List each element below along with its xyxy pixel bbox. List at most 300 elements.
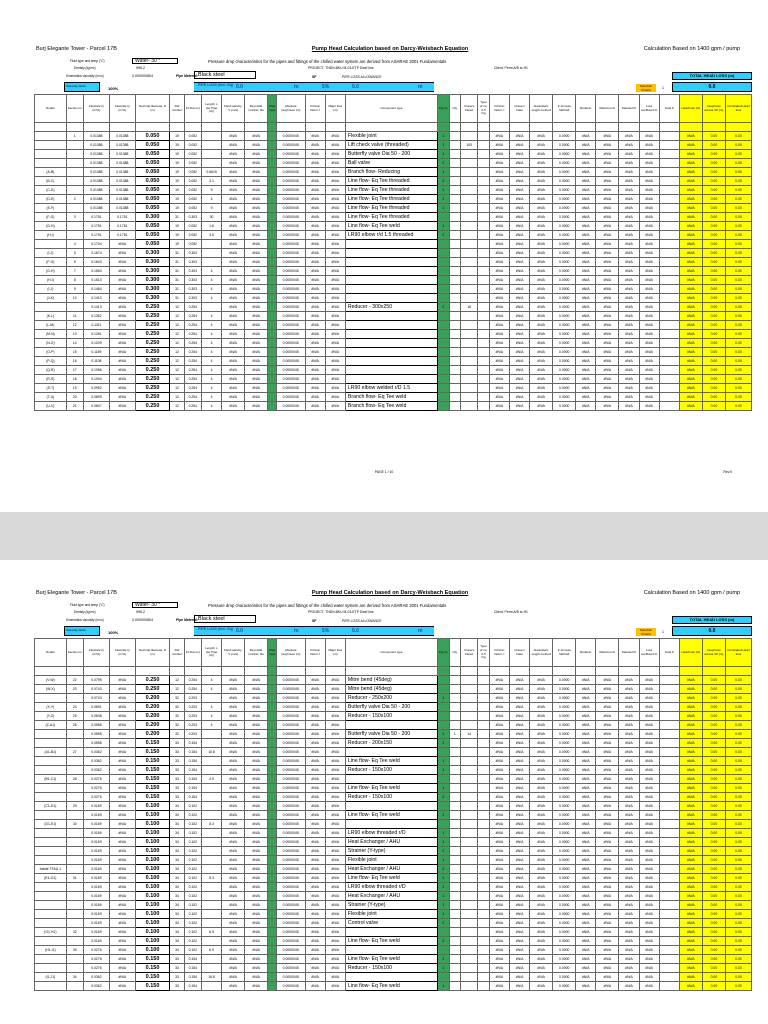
length-input[interactable]: 4 <box>201 384 221 393</box>
qty-input[interactable] <box>449 393 461 402</box>
diameter-select[interactable]: 0.300 <box>135 249 170 258</box>
diameter-select[interactable]: 0.300 <box>135 258 170 267</box>
component-select[interactable]: LR90 elbow threaded r/D <box>345 829 437 838</box>
length-input[interactable] <box>201 838 221 847</box>
length-input[interactable]: 3.1 <box>201 177 221 186</box>
length-input[interactable]: 4 <box>201 321 221 330</box>
section-cell: 12 <box>66 321 83 330</box>
length-input[interactable]: 8.3 <box>201 874 221 883</box>
component-select[interactable]: Butterfly valve Dia 50 - 200 <box>345 730 437 739</box>
component-select[interactable]: Line flow- Eq Tee weld <box>345 222 437 231</box>
column-header: Nominal diameter, D (m) <box>135 95 170 123</box>
qty-input[interactable] <box>449 793 461 802</box>
diameter-select[interactable]: 0.200 <box>135 730 170 739</box>
component-select[interactable]: Line flow- Eq Tee weld <box>345 874 437 883</box>
diameter-select[interactable]: 0.150 <box>135 766 170 775</box>
qty-input[interactable] <box>449 186 461 195</box>
length-input[interactable]: 4 <box>201 312 221 321</box>
length-input[interactable]: 4 <box>201 366 221 375</box>
diameter-select[interactable]: 0.050 <box>135 204 170 213</box>
qty-input[interactable] <box>449 784 461 793</box>
length-input[interactable]: 4 <box>201 402 221 411</box>
qty-input[interactable] <box>449 339 461 348</box>
diameter-select[interactable]: 0.150 <box>135 739 170 748</box>
qty-input[interactable] <box>449 865 461 874</box>
revision: Rev.0 <box>723 470 732 474</box>
diameter-select[interactable]: 0.250 <box>135 393 170 402</box>
diameter-select[interactable]: 0.150 <box>135 748 170 757</box>
type-cell <box>478 730 490 739</box>
diameter-select[interactable]: 0.150 <box>135 757 170 766</box>
qty-input[interactable] <box>449 775 461 784</box>
length-input[interactable] <box>201 919 221 928</box>
qty-input[interactable] <box>449 366 461 375</box>
length-input[interactable] <box>201 766 221 775</box>
component-select[interactable]: Strainer (Y-type) <box>345 847 437 856</box>
qty-input[interactable] <box>449 267 461 276</box>
loss-coef-cell: #N/A <box>639 366 659 375</box>
length-input[interactable] <box>201 892 221 901</box>
qty-input[interactable] <box>449 222 461 231</box>
component-select[interactable]: Line flow- Eq Tee threaded <box>345 213 437 222</box>
qty-input[interactable] <box>449 694 461 703</box>
component-select[interactable] <box>345 249 437 258</box>
length-input[interactable]: 5 <box>201 186 221 195</box>
component-select[interactable] <box>345 258 437 267</box>
component-select[interactable] <box>345 775 437 784</box>
eq-length-cell: #N/A <box>530 694 553 703</box>
length-input[interactable]: 16.8 <box>201 748 221 757</box>
length-input[interactable]: 4 <box>201 348 221 357</box>
diameter-select[interactable]: 0.150 <box>135 793 170 802</box>
component-select[interactable]: Line flow- Eq Tee weld <box>345 937 437 946</box>
loss-coef-cell: #N/A <box>639 676 659 685</box>
component-select[interactable] <box>345 285 437 294</box>
qty-input[interactable] <box>449 910 461 919</box>
length-input[interactable] <box>201 150 221 159</box>
loss-coef-cell: #N/A <box>639 973 659 982</box>
diameter-select[interactable]: 0.050 <box>135 186 170 195</box>
k-formula-cell: 0.0000 <box>553 802 576 811</box>
qty-input[interactable] <box>449 721 461 730</box>
qty-input[interactable] <box>449 847 461 856</box>
qty-input[interactable] <box>449 946 461 955</box>
max-k-cell: #N/A <box>596 348 619 357</box>
qty-input[interactable] <box>449 856 461 865</box>
qty-input[interactable] <box>449 964 461 973</box>
length-input[interactable]: 4.9 <box>201 775 221 784</box>
velocity-cell: #N/A <box>222 366 245 375</box>
diameter-select[interactable]: 0.050 <box>135 195 170 204</box>
selected-k-cell: #N/A <box>619 240 639 249</box>
diameter-select[interactable]: 0.250 <box>135 685 170 694</box>
length-input[interactable]: 4 <box>201 685 221 694</box>
qty-input[interactable] <box>449 159 461 168</box>
length-input[interactable]: 6.9 <box>201 928 221 937</box>
diameter-select[interactable]: 0.250 <box>135 321 170 330</box>
length-input[interactable]: 4 <box>201 294 221 303</box>
diameter-select[interactable]: 0.100 <box>135 811 170 820</box>
diameter-select[interactable]: 0.100 <box>135 883 170 892</box>
component-select[interactable]: LR90 elbow threaded r/D <box>345 883 437 892</box>
qty-input[interactable] <box>449 285 461 294</box>
length-input[interactable]: 3.5 <box>201 231 221 240</box>
qty-input[interactable] <box>449 240 461 249</box>
cumulated-cell: 0.00 <box>725 937 751 946</box>
qty-input[interactable] <box>449 141 461 150</box>
qty-input[interactable] <box>449 883 461 892</box>
qty-input[interactable] <box>449 330 461 339</box>
diameter-select[interactable]: 0.100 <box>135 937 170 946</box>
component-select[interactable] <box>345 802 437 811</box>
length-input[interactable] <box>201 730 221 739</box>
qty-input[interactable] <box>449 838 461 847</box>
diameter-select[interactable]: 0.100 <box>135 802 170 811</box>
length-input[interactable] <box>201 802 221 811</box>
qty-input[interactable] <box>449 132 461 141</box>
length-input[interactable]: 1.6 <box>201 222 221 231</box>
component-select[interactable]: Line flow- Eq Tee weld <box>345 757 437 766</box>
reducer-cell: #N/A <box>576 249 596 258</box>
length-input[interactable] <box>201 240 221 249</box>
selection-value-2[interactable]: 1 <box>662 630 664 634</box>
length-input[interactable]: 4 <box>201 676 221 685</box>
diameter-select[interactable]: 0.100 <box>135 946 170 955</box>
component-select[interactable]: Butterfly valve Dia 50 - 200 <box>345 703 437 712</box>
component-select[interactable] <box>345 240 437 249</box>
diameter-select[interactable]: 0.250 <box>135 357 170 366</box>
diameter-select[interactable]: 0.050 <box>135 132 170 141</box>
diameter-select[interactable]: 0.300 <box>135 267 170 276</box>
component-select[interactable]: Reducer - 150x100 <box>345 766 437 775</box>
diameter-select[interactable]: 0.150 <box>135 784 170 793</box>
component-select[interactable] <box>345 820 437 829</box>
component-select[interactable] <box>345 366 437 375</box>
length-input[interactable]: 4 <box>201 393 221 402</box>
qty-input[interactable] <box>449 739 461 748</box>
node-cell: (Q-R) <box>35 366 67 375</box>
diameter-select[interactable]: 0.100 <box>135 874 170 883</box>
qty-input[interactable] <box>449 321 461 330</box>
qty-input[interactable] <box>449 177 461 186</box>
pipe-type-cell <box>268 132 277 141</box>
length-input[interactable] <box>201 982 221 991</box>
column-header: Head loss across ctrl (m) <box>702 95 725 123</box>
length-input[interactable] <box>201 964 221 973</box>
diameter-select[interactable]: 0.200 <box>135 721 170 730</box>
diameter-select[interactable]: 0.250 <box>135 375 170 384</box>
diameter-select[interactable]: 0.100 <box>135 865 170 874</box>
component-select[interactable] <box>345 946 437 955</box>
length-input[interactable] <box>201 132 221 141</box>
length-input[interactable]: 4 <box>201 276 221 285</box>
length-input[interactable] <box>201 937 221 946</box>
diameter-select[interactable]: 0.050 <box>135 141 170 150</box>
length-input[interactable] <box>201 739 221 748</box>
length-input[interactable]: 4 <box>201 267 221 276</box>
component-select[interactable] <box>345 928 437 937</box>
length-input[interactable]: 4 <box>201 285 221 294</box>
diameter-select[interactable]: 0.300 <box>135 294 170 303</box>
component-select[interactable]: Mitre bend (45deg) <box>345 685 437 694</box>
length-input[interactable]: 30 <box>201 213 221 222</box>
qty-input[interactable] <box>449 811 461 820</box>
diameter-select[interactable]: 0.100 <box>135 847 170 856</box>
qty-input[interactable] <box>449 757 461 766</box>
component-select[interactable]: Line flow- Eq Tee weld <box>345 955 437 964</box>
qty-input[interactable] <box>449 802 461 811</box>
component-select[interactable]: Reducer - 300x250 <box>345 303 437 312</box>
component-select[interactable]: Flexible joint <box>345 132 437 141</box>
diameter-select[interactable]: 0.100 <box>135 928 170 937</box>
node-cell <box>35 910 67 919</box>
component-select[interactable]: Heat Exchanger / AHU <box>345 865 437 874</box>
qty-input[interactable] <box>449 982 461 991</box>
length-input[interactable]: 4 <box>201 195 221 204</box>
diameter-select[interactable]: 0.150 <box>135 964 170 973</box>
component-select[interactable]: Mitre bend (45deg) <box>345 676 437 685</box>
length-input[interactable] <box>201 865 221 874</box>
length-input[interactable]: 6.9 <box>201 946 221 955</box>
component-select[interactable]: Lift check valve (threaded) <box>345 141 437 150</box>
qty-input[interactable] <box>449 874 461 883</box>
fluid-select-2[interactable]: Water- 30 ° <box>132 602 178 608</box>
component-select[interactable]: Line flow- Eq Tee threaded <box>345 186 437 195</box>
diameter-select[interactable]: 0.050 <box>135 222 170 231</box>
diameter-select[interactable]: 0.150 <box>135 775 170 784</box>
diameter-select[interactable]: 0.050 <box>135 240 170 249</box>
qty-input[interactable] <box>449 712 461 721</box>
component-select[interactable]: Branch flow- Eq Tee weld <box>345 393 437 402</box>
length-input[interactable]: 4 <box>201 721 221 730</box>
component-select[interactable] <box>345 375 437 384</box>
diameter-select[interactable]: 0.250 <box>135 303 170 312</box>
component-select[interactable]: Heat Exchanger / AHU <box>345 838 437 847</box>
component-select[interactable] <box>345 973 437 982</box>
qty-input[interactable] <box>449 195 461 204</box>
diameter-select[interactable]: 0.200 <box>135 703 170 712</box>
qty-input[interactable] <box>449 937 461 946</box>
pipe-material-select-2[interactable]: Black steel <box>194 615 256 623</box>
component-select[interactable] <box>345 294 437 303</box>
component-select[interactable]: Reducer - 250x200 <box>345 694 437 703</box>
qty-input[interactable] <box>449 402 461 411</box>
component-select[interactable]: Branch flow- Eq Tee weld <box>345 402 437 411</box>
selected-k-cell: #N/A <box>619 865 639 874</box>
component-select[interactable]: Branch flow- Reducing <box>345 168 437 177</box>
qty-input[interactable] <box>449 928 461 937</box>
diameter-select[interactable]: 0.100 <box>135 910 170 919</box>
component-select[interactable] <box>345 276 437 285</box>
component-select[interactable] <box>345 339 437 348</box>
component-select[interactable]: Reducer - 150x100 <box>345 793 437 802</box>
eq-length-cell: #N/A <box>530 892 553 901</box>
diameter-select[interactable]: 0.300 <box>135 276 170 285</box>
length-input[interactable]: 4 <box>201 330 221 339</box>
length-input[interactable] <box>201 303 221 312</box>
diameter-select[interactable]: 0.250 <box>135 348 170 357</box>
diameter-select[interactable]: 0.050 <box>135 150 170 159</box>
diameter-select[interactable]: 0.150 <box>135 982 170 991</box>
qty-input[interactable] <box>449 357 461 366</box>
qty-input[interactable] <box>449 901 461 910</box>
diameter-select[interactable]: 0.100 <box>135 901 170 910</box>
section-cell: 14 <box>66 339 83 348</box>
diameter-select[interactable]: 0.300 <box>135 285 170 294</box>
qty-input[interactable] <box>449 892 461 901</box>
component-select[interactable]: Heat Exchanger / AHU <box>345 892 437 901</box>
fluid-select[interactable]: Water- 30 ° <box>132 58 178 64</box>
diameter-select[interactable]: 0.250 <box>135 676 170 685</box>
diameter-select[interactable]: 0.100 <box>135 820 170 829</box>
length-input[interactable] <box>201 141 221 150</box>
length-input[interactable] <box>201 829 221 838</box>
length-input[interactable]: 16.8 <box>201 973 221 982</box>
qty-input[interactable] <box>449 384 461 393</box>
qty-input[interactable] <box>449 249 461 258</box>
qty-input[interactable] <box>449 312 461 321</box>
component-select[interactable]: Reducer - 200x150 <box>345 739 437 748</box>
diameter-select[interactable]: 0.100 <box>135 838 170 847</box>
length-input[interactable] <box>201 757 221 766</box>
diameter-select[interactable]: 0.050 <box>135 159 170 168</box>
cumulated-cell: 0.00 <box>725 766 751 775</box>
qty-input[interactable] <box>449 303 461 312</box>
component-select[interactable]: Control valve <box>345 919 437 928</box>
length-input[interactable]: 4 <box>201 703 221 712</box>
cumulated-cell: 0.00 <box>725 946 751 955</box>
qty-input[interactable] <box>449 766 461 775</box>
component-select[interactable]: Reducer - 150x100 <box>345 964 437 973</box>
length-input[interactable]: 4 <box>201 712 221 721</box>
component-select[interactable]: Line flow- Eq Tee threaded <box>345 177 437 186</box>
component-select[interactable] <box>345 330 437 339</box>
diameter-select[interactable]: 0.250 <box>135 384 170 393</box>
length-input[interactable]: 4 <box>201 339 221 348</box>
length-input[interactable] <box>201 793 221 802</box>
diameter-select[interactable]: 0.100 <box>135 919 170 928</box>
component-select[interactable] <box>345 748 437 757</box>
qty-input[interactable] <box>449 168 461 177</box>
qty-input[interactable] <box>449 294 461 303</box>
component-select[interactable] <box>345 348 437 357</box>
component-select[interactable]: Reducer - 150x100 <box>345 712 437 721</box>
qty-input[interactable]: 1 <box>449 730 461 739</box>
component-select[interactable]: Strainer (Y-type) <box>345 901 437 910</box>
length-input[interactable] <box>201 883 221 892</box>
component-select[interactable] <box>345 321 437 330</box>
qty-input[interactable] <box>449 748 461 757</box>
length-input[interactable] <box>201 784 221 793</box>
reducer-cell: #N/A <box>576 285 596 294</box>
diameter-select[interactable]: 0.300 <box>135 213 170 222</box>
diameter-select[interactable]: 0.200 <box>135 712 170 721</box>
qty-input[interactable] <box>449 829 461 838</box>
diameter-select[interactable]: 0.200 <box>135 694 170 703</box>
pipe-material-select[interactable]: Black steel <box>194 71 256 79</box>
qty-input[interactable] <box>449 955 461 964</box>
roughness-cell: 0.0000045 <box>276 357 305 366</box>
component-select[interactable]: Line flow- Eq Tee threaded <box>345 204 437 213</box>
length-input[interactable] <box>201 694 221 703</box>
component-select[interactable]: LR90 elbow r/d 1.5 threaded <box>345 231 437 240</box>
component-select[interactable]: Line flow- Eq Tee weld <box>345 811 437 820</box>
length-input[interactable]: 0.6615 <box>201 168 221 177</box>
component-select[interactable]: Butterfly valve Dia 50 - 200 <box>345 150 437 159</box>
diameter-select[interactable]: 0.250 <box>135 312 170 321</box>
qty-input[interactable] <box>449 820 461 829</box>
length-input[interactable] <box>201 901 221 910</box>
length-input[interactable]: 4 <box>201 375 221 384</box>
length-input[interactable] <box>201 258 221 267</box>
qty-input[interactable] <box>449 973 461 982</box>
eq-length-cell: #N/A <box>530 811 553 820</box>
qty-input[interactable] <box>449 676 461 685</box>
ctrl-loss-cell: 0.00 <box>702 703 725 712</box>
length-input[interactable] <box>201 249 221 258</box>
component-select[interactable] <box>345 357 437 366</box>
length-input[interactable] <box>201 847 221 856</box>
component-select[interactable] <box>345 721 437 730</box>
length-input[interactable]: 9 <box>201 204 221 213</box>
qty-input[interactable] <box>449 348 461 357</box>
component-select[interactable] <box>345 312 437 321</box>
component-select[interactable]: LR90 elbow welded r/D 1.5 <box>345 384 437 393</box>
qty-input[interactable] <box>449 204 461 213</box>
qty-input[interactable] <box>449 703 461 712</box>
component-select[interactable]: Flexible joint <box>345 910 437 919</box>
length-input[interactable]: 8.3 <box>201 820 221 829</box>
length-input[interactable] <box>201 811 221 820</box>
diameter-select[interactable]: 0.250 <box>135 402 170 411</box>
length-input[interactable] <box>201 159 221 168</box>
diameter-select[interactable]: 0.050 <box>135 168 170 177</box>
qty-input[interactable] <box>449 150 461 159</box>
diameter-select[interactable]: 0.100 <box>135 829 170 838</box>
qty-input[interactable] <box>449 213 461 222</box>
qty-input[interactable] <box>449 231 461 240</box>
qty-input[interactable] <box>449 685 461 694</box>
diameter-select[interactable]: 0.050 <box>135 177 170 186</box>
qty-input[interactable] <box>449 258 461 267</box>
diameter-select[interactable]: 0.250 <box>135 366 170 375</box>
component-select[interactable]: Line flow- Eq Tee weld <box>345 784 437 793</box>
diameter-select[interactable]: 0.100 <box>135 892 170 901</box>
component-select[interactable]: Line flow- Eq Tee threaded <box>345 195 437 204</box>
diameter-select[interactable]: 0.050 <box>135 231 170 240</box>
qty-input[interactable] <box>449 276 461 285</box>
flowrate-cell: 0.0362 <box>83 973 109 982</box>
component-select[interactable]: Flexible joint <box>345 856 437 865</box>
length-input[interactable] <box>201 910 221 919</box>
component-select[interactable] <box>345 267 437 276</box>
reynolds-cell: #N/A <box>245 285 268 294</box>
component-select[interactable]: Line flow- Eq Tee weld <box>345 982 437 991</box>
diameter-select[interactable]: 0.250 <box>135 339 170 348</box>
length-input[interactable]: 4 <box>201 357 221 366</box>
diameter-select[interactable]: 0.150 <box>135 973 170 982</box>
length-input[interactable] <box>201 955 221 964</box>
qty-input[interactable] <box>449 375 461 384</box>
length-input[interactable] <box>201 856 221 865</box>
diameter-select[interactable]: 0.150 <box>135 955 170 964</box>
diameter-select[interactable]: 0.100 <box>135 856 170 865</box>
selection-value[interactable]: 1 <box>662 86 664 90</box>
diameter-select[interactable]: 0.250 <box>135 330 170 339</box>
cumulated-cell: 0.00 <box>725 973 751 982</box>
qty-input[interactable] <box>449 919 461 928</box>
component-select[interactable]: Ball valve <box>345 159 437 168</box>
